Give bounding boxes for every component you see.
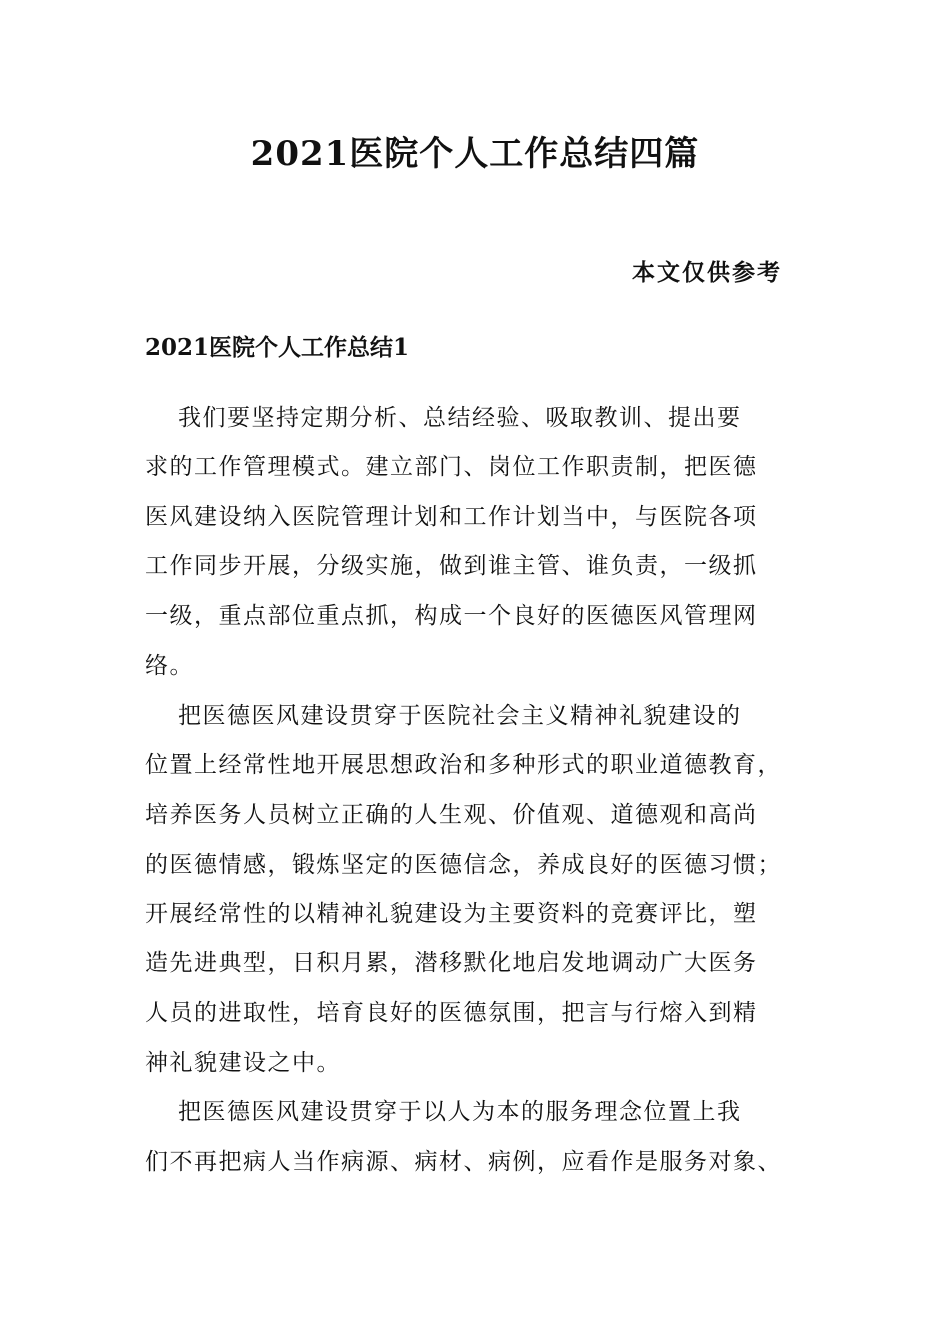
paragraph-line: 造先进典型，日积月累，潜移默化地启发地调动广大医务	[145, 950, 758, 976]
paragraph-line: 位置上经常性地开展思想政治和多种形式的职业道德教育，	[145, 752, 782, 778]
paragraph-line: 一级，重点部位重点抓，构成一个良好的医德医风管理网	[145, 603, 758, 629]
paragraph-line: 医风建设纳入医院管理计划和工作计划当中，与医院各项	[145, 504, 758, 530]
paragraph-line: 求的工作管理模式。建立部门、岗位工作职责制，把医德	[145, 454, 758, 480]
section-heading: 2021医院个人工作总结1	[145, 334, 410, 361]
document-title: 2021医院个人工作总结四篇	[250, 134, 700, 174]
paragraph-line: 人员的进取性，培育良好的医德氛围，把言与行熔入到精	[145, 1000, 758, 1026]
paragraph-line: 络。	[145, 653, 194, 679]
paragraph-line: 把医德医风建设贯穿于医院社会主义精神礼貌建设的	[178, 703, 742, 729]
paragraph-line: 我们要坚持定期分析、总结经验、吸取教训、提出要	[178, 405, 742, 431]
paragraph-line: 开展经常性的以精神礼貌建设为主要资料的竞赛评比，塑	[145, 901, 758, 927]
paragraph-line: 的医德情感，锻炼坚定的医德信念，养成良好的医德习惯；	[145, 852, 782, 878]
reference-note: 本文仅供参考	[632, 259, 782, 286]
paragraph-line: 工作同步开展，分级实施，做到谁主管、谁负责，一级抓	[145, 553, 758, 579]
paragraph-line: 培养医务人员树立正确的人生观、价值观、道德观和高尚	[145, 802, 758, 828]
paragraph-line: 把医德医风建设贯穿于以人为本的服务理念位置上我	[178, 1099, 742, 1125]
paragraph-line: 们不再把病人当作病源、病材、病例，应看作是服务对象、	[145, 1149, 782, 1175]
paragraph-line: 神礼貌建设之中。	[145, 1050, 341, 1076]
